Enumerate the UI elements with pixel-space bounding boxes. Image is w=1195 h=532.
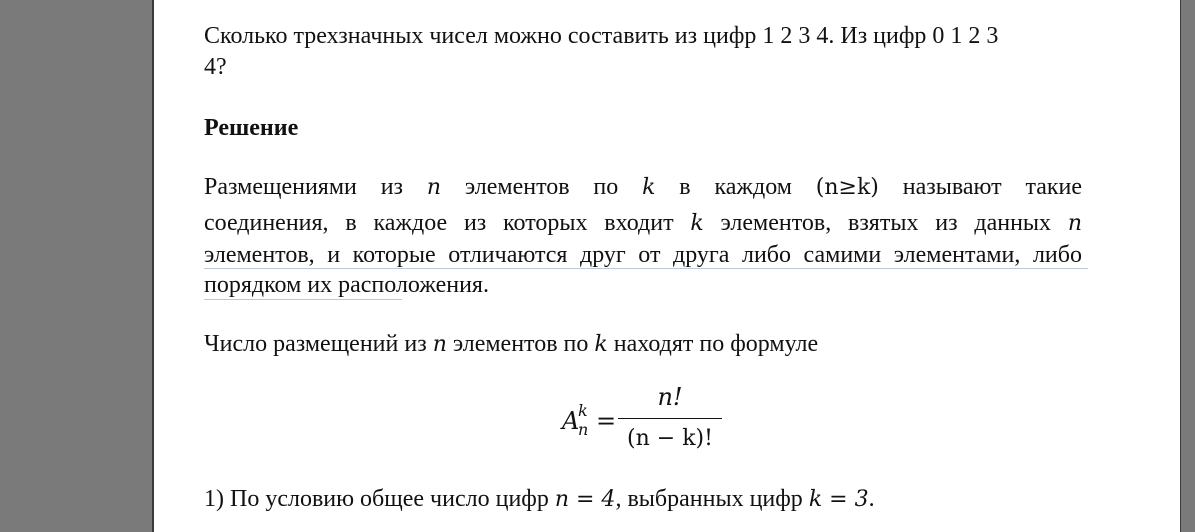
definition-text: элементов по xyxy=(464,174,619,200)
text-underline xyxy=(204,268,1088,269)
math-variable: k xyxy=(690,211,704,236)
formula-symbol: A xyxy=(562,407,580,435)
definition-line-1 xyxy=(204,172,1082,203)
math-variable: k xyxy=(594,332,608,357)
definition-line-3: элементов, и которые отличаются друг от друга либо самими элементами, либо xyxy=(204,242,1082,268)
text-underline xyxy=(204,299,402,300)
solution-heading: Решение xyxy=(204,115,299,141)
intro-text: Число размещений из xyxy=(204,331,427,357)
step-1 xyxy=(204,484,1082,515)
intro-text: элементов по xyxy=(452,331,589,357)
question-line-1: Сколько трехзначных чисел можно составить из цифр 1 2 3 4. Из цифр 0 1 2 3 xyxy=(204,23,999,49)
viewer-left-margin xyxy=(0,0,152,532)
question-line-2: 4? xyxy=(204,54,227,80)
definition-text: Размещениями из xyxy=(204,174,404,200)
arrangements-formula xyxy=(556,383,736,463)
formula-intro xyxy=(204,329,1082,360)
formula-superscript: k xyxy=(578,401,588,420)
intro-text: находят по формуле xyxy=(613,331,819,357)
formula-denominator: (n − k)! xyxy=(627,426,713,451)
definition-line-2 xyxy=(204,208,1082,239)
step-text: . xyxy=(868,486,875,512)
definition-line-4: порядком их расположения. xyxy=(204,272,489,298)
formula-numerator: n! xyxy=(657,383,683,411)
definition-text: в каждом xyxy=(679,174,792,200)
formula-subscript: n xyxy=(578,420,589,439)
fraction-bar xyxy=(618,418,722,419)
viewer-right-margin xyxy=(1181,0,1195,532)
definition-text: элементов, взятых из данных xyxy=(720,210,1052,236)
math-variable: k xyxy=(642,175,656,200)
formula-equals: = xyxy=(596,407,617,435)
step-text: 1) По условию общее число цифр xyxy=(204,486,549,512)
definition-text: называют такие xyxy=(902,174,1083,200)
math-equation: k = 3 xyxy=(808,487,869,512)
math-variable: n xyxy=(432,332,447,357)
step-text: , выбранных цифр xyxy=(615,486,803,512)
math-equation: n = 4 xyxy=(554,487,616,512)
definition-text: соединения, в каждое из которых входит xyxy=(204,210,674,236)
math-condition: (n≥k) xyxy=(815,175,879,200)
math-variable: n xyxy=(426,175,442,200)
math-variable: n xyxy=(1067,211,1083,236)
